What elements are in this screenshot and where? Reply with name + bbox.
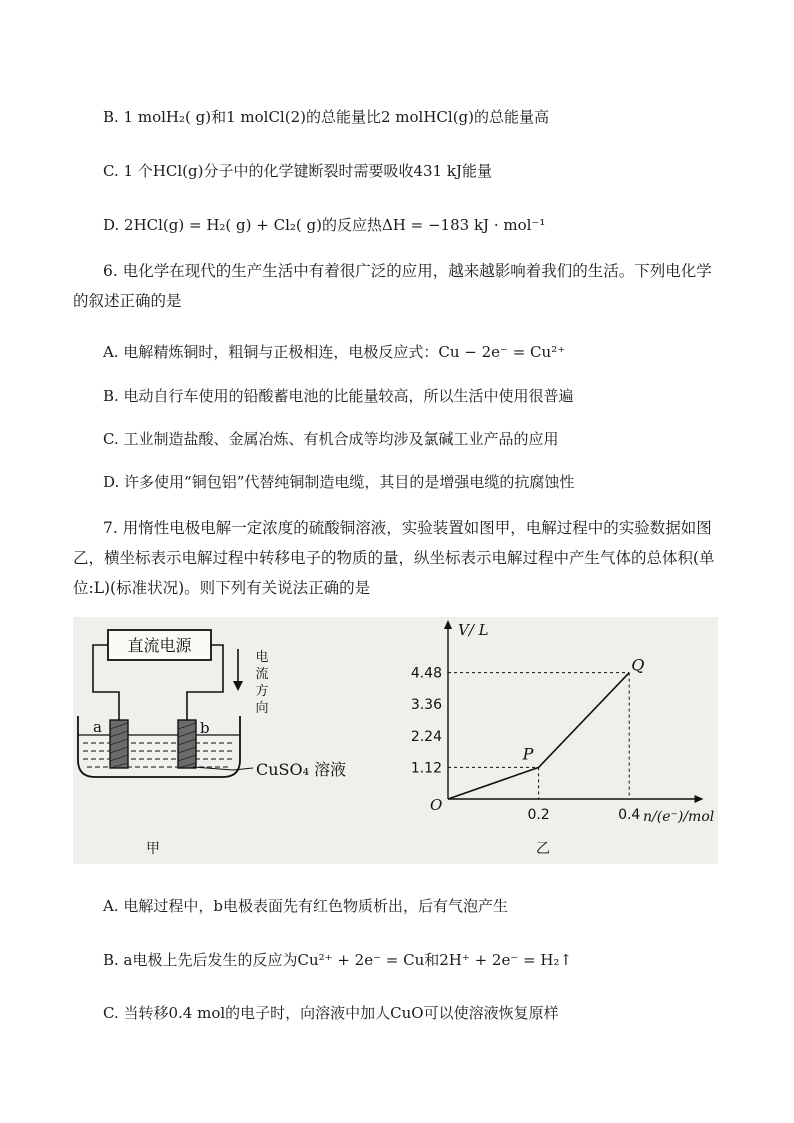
- x-tick-0.4: 0.4: [618, 807, 641, 823]
- q5-option-b: B. 1 molH₂( g)和1 molCl(2)的总能量比2 molHCl(g)的总能量高: [103, 108, 550, 126]
- q7-option-a: A. 电解过程中，b电极表面先有红色物质析出，后有气泡产生: [103, 897, 508, 915]
- power-supply-label: 直流电源: [127, 636, 192, 655]
- point-label-P: P: [522, 744, 534, 764]
- q6-stem-line2: 的叙述正确的是: [73, 292, 182, 310]
- q7-figure: [73, 617, 718, 864]
- current-label-char-1: 电: [255, 650, 269, 665]
- caption-yi: 乙: [536, 841, 550, 857]
- current-label-char-4: 向: [255, 701, 269, 716]
- origin-label: O: [430, 796, 443, 814]
- y-tick-1.12: 1.12: [410, 760, 442, 777]
- point-label-Q: Q: [631, 655, 645, 675]
- q7-option-b: B. a电极上先后发生的反应为Cu²⁺ + 2e⁻ = Cu和2H⁺ + 2e⁻ = H₂↑: [103, 951, 573, 969]
- q7-stem-line3: 位:L)(标准状况)。则下列有关说法正确的是: [73, 579, 371, 597]
- caption-jia: 甲: [146, 841, 160, 857]
- y-tick-3.36: 3.36: [410, 697, 442, 714]
- x-tick-0.2: 0.2: [527, 807, 550, 823]
- q5-option-d: D. 2HCl(g) = H₂( g) + Cl₂( g)的反应热ΔH = −183 kJ · mol⁻¹: [103, 216, 546, 234]
- q7-figure-svg: [73, 617, 718, 864]
- q7-stem-line1: 7. 用惰性电极电解一定浓度的硫酸铜溶液，实验装置如图甲，电解过程中的实验数据如图: [103, 519, 712, 537]
- q5-option-c: C. 1 个HCl(g)分子中的化学键断裂时需要吸收431 kJ能量: [103, 162, 492, 180]
- q6-stem: [73, 256, 723, 316]
- current-label-char-2: 流: [255, 667, 269, 682]
- q6-option-d: D. 许多使用“铜包铝”代替纯铜制造电缆，其目的是增强电缆的抗腐蚀性: [103, 473, 575, 491]
- q6-option-c: C. 工业制造盐酸、金属冶炼、有机合成等均涉及氯碱工业产品的应用: [103, 430, 559, 448]
- q6-option-b: B. 电动自行车使用的铅酸蓄电池的比能量较高，所以生活中使用很普遍: [103, 387, 574, 405]
- electrode-b-label: b: [200, 719, 210, 737]
- current-label-char-3: 方: [255, 684, 269, 699]
- q6-option-a: A. 电解精炼铜时，粗铜与正极相连，电极反应式：Cu − 2e⁻ = Cu²⁺: [103, 343, 566, 361]
- q7-stem-line2: 乙，横坐标表示电解过程中转移电子的物质的量，纵坐标表示电解过程中产生气体的总体积(单: [73, 549, 715, 567]
- y-tick-2.24: 2.24: [410, 728, 442, 745]
- x-axis-label: n/(e⁻)/mol: [643, 809, 715, 825]
- q7-stem: [73, 513, 723, 603]
- q7-option-c: C. 当转移0.4 mol的电子时，向溶液中加人CuO可以使溶液恢复原样: [103, 1004, 559, 1022]
- electrode-a-label: a: [93, 718, 102, 736]
- y-tick-4.48: 4.48: [410, 665, 442, 682]
- q6-stem-line1: 6. 电化学在现代的生产生活中有着很广泛的应用，越来越影响着我们的生活。下列电化学: [103, 262, 712, 280]
- solution-label: CuSO₄ 溶液: [256, 760, 347, 779]
- y-axis-label: V/ L: [458, 621, 489, 639]
